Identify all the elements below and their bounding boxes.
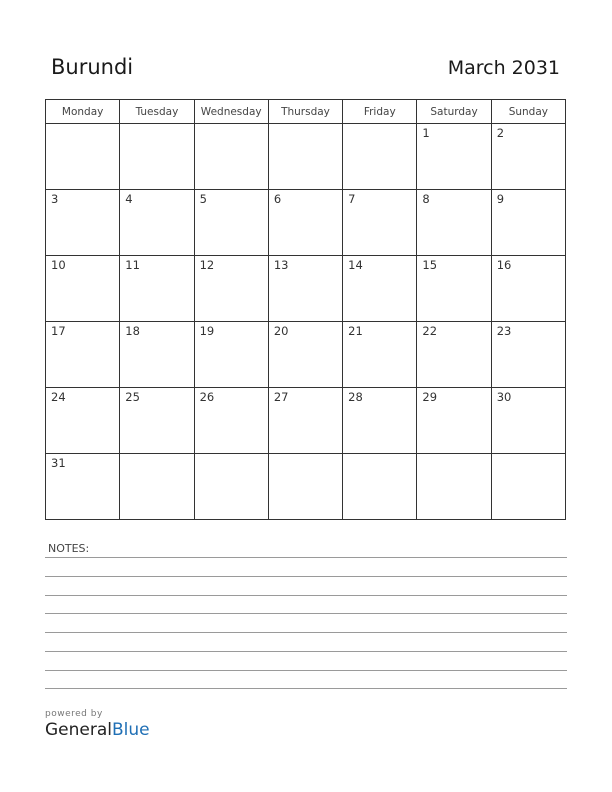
day-number: 27 xyxy=(273,390,289,404)
calendar-body xyxy=(46,124,566,520)
day-number: 2 xyxy=(496,126,505,140)
notes-line xyxy=(45,557,567,558)
day-number: 4 xyxy=(125,192,133,206)
notes-line xyxy=(45,595,567,596)
calendar-day-cell[interactable] xyxy=(343,124,417,190)
calendar-day-cell[interactable] xyxy=(491,454,565,520)
day-number: 11 xyxy=(125,258,140,272)
day-number: 1 xyxy=(422,126,430,140)
day-number xyxy=(46,124,119,126)
weekday-friday: Friday xyxy=(343,100,417,124)
country-title: Burundi xyxy=(51,55,134,79)
day-number: 26 xyxy=(199,390,215,404)
calendar-day-cell[interactable] xyxy=(343,256,417,322)
weekday-tuesday: Tuesday xyxy=(120,100,194,124)
day-number xyxy=(417,454,490,456)
calendar-day-cell[interactable] xyxy=(120,256,194,322)
month-year-title: March 2031 xyxy=(447,57,560,79)
calendar-day-cell[interactable] xyxy=(46,322,120,388)
day-number xyxy=(492,454,565,456)
notes-line xyxy=(45,576,567,577)
calendar-day-cell[interactable] xyxy=(120,322,194,388)
calendar-week-row xyxy=(46,322,566,388)
day-number xyxy=(195,454,268,456)
notes-line xyxy=(45,670,567,671)
notes-line xyxy=(45,613,567,614)
day-number: 13 xyxy=(273,258,289,272)
calendar-day-cell[interactable] xyxy=(491,388,565,454)
day-number: 29 xyxy=(422,390,438,404)
day-number: 17 xyxy=(51,324,66,338)
weekday-wednesday: Wednesday xyxy=(194,100,268,124)
day-number: 23 xyxy=(496,324,512,338)
notes-label: NOTES: xyxy=(48,542,90,555)
calendar-day-cell[interactable] xyxy=(120,190,194,256)
weekday-saturday: Saturday xyxy=(417,100,491,124)
calendar-day-cell[interactable] xyxy=(46,124,120,190)
calendar-day-cell[interactable] xyxy=(46,190,120,256)
calendar-day-cell[interactable] xyxy=(343,388,417,454)
brand-name-blue: Blue xyxy=(112,720,150,740)
calendar-day-cell[interactable] xyxy=(491,322,565,388)
day-number: 22 xyxy=(422,324,438,338)
calendar-week-row xyxy=(46,256,566,322)
day-number: 28 xyxy=(348,390,363,404)
notes-line xyxy=(45,632,567,633)
powered-by-text: powered by xyxy=(45,709,103,719)
calendar-day-cell[interactable] xyxy=(417,190,491,256)
calendar-day-cell[interactable] xyxy=(194,124,268,190)
day-number: 16 xyxy=(496,258,512,272)
notes-line xyxy=(45,651,567,652)
calendar-day-cell[interactable] xyxy=(343,190,417,256)
calendar-day-cell[interactable] xyxy=(417,388,491,454)
day-number: 6 xyxy=(273,192,282,206)
calendar-day-cell[interactable] xyxy=(491,190,565,256)
brand-logo[interactable] xyxy=(45,709,150,740)
day-number: 24 xyxy=(51,390,66,404)
day-number: 31 xyxy=(51,456,66,470)
day-number: 12 xyxy=(199,258,215,272)
brand-name-general: General xyxy=(45,720,112,740)
day-number xyxy=(120,454,193,456)
calendar-day-cell[interactable] xyxy=(343,454,417,520)
calendar-day-cell[interactable] xyxy=(268,190,342,256)
day-number: 7 xyxy=(348,192,356,206)
calendar-week-row xyxy=(46,124,566,190)
day-number: 20 xyxy=(273,324,289,338)
day-number: 10 xyxy=(51,258,66,272)
day-number: 19 xyxy=(199,324,215,338)
day-number: 3 xyxy=(51,192,59,206)
day-number: 30 xyxy=(496,390,512,404)
weekday-thursday: Thursday xyxy=(268,100,342,124)
weekday-monday: Monday xyxy=(46,100,120,124)
calendar-day-cell[interactable] xyxy=(120,388,194,454)
calendar-day-cell[interactable] xyxy=(46,256,120,322)
calendar-grid xyxy=(45,99,566,520)
calendar-day-cell[interactable] xyxy=(417,322,491,388)
calendar-day-cell[interactable] xyxy=(343,322,417,388)
calendar-day-cell[interactable] xyxy=(268,124,342,190)
day-number xyxy=(269,124,342,126)
calendar-day-cell[interactable] xyxy=(46,388,120,454)
day-number xyxy=(120,124,193,126)
calendar-week-row xyxy=(46,190,566,256)
day-number: 15 xyxy=(422,258,438,272)
day-number: 5 xyxy=(199,192,207,206)
day-number xyxy=(343,124,416,126)
calendar-day-cell[interactable] xyxy=(417,454,491,520)
day-number: 14 xyxy=(348,258,363,272)
day-number: 9 xyxy=(496,192,505,206)
calendar-day-cell[interactable] xyxy=(194,388,268,454)
day-number xyxy=(195,124,268,126)
calendar-day-cell[interactable] xyxy=(120,454,194,520)
calendar-week-row xyxy=(46,388,566,454)
calendar-day-cell[interactable] xyxy=(194,256,268,322)
calendar-day-cell[interactable] xyxy=(194,190,268,256)
calendar-day-cell[interactable] xyxy=(46,454,120,520)
calendar-day-cell[interactable] xyxy=(417,256,491,322)
day-number: 8 xyxy=(422,192,430,206)
day-number: 21 xyxy=(348,324,363,338)
day-number: 25 xyxy=(125,390,140,404)
calendar-day-cell[interactable] xyxy=(491,256,565,322)
calendar-day-cell[interactable] xyxy=(268,454,342,520)
calendar-week-row xyxy=(46,454,566,520)
calendar-day-cell[interactable] xyxy=(268,256,342,322)
calendar-day-cell[interactable] xyxy=(194,322,268,388)
day-number xyxy=(343,454,416,456)
calendar-day-cell[interactable] xyxy=(268,322,342,388)
brand-name xyxy=(45,720,150,740)
calendar-day-cell[interactable] xyxy=(491,124,565,190)
notes-line xyxy=(45,688,567,689)
calendar-day-cell[interactable] xyxy=(194,454,268,520)
weekday-sunday: Sunday xyxy=(491,100,565,124)
calendar-day-cell[interactable] xyxy=(417,124,491,190)
calendar-day-cell[interactable] xyxy=(268,388,342,454)
day-number: 18 xyxy=(125,324,140,338)
weekday-header-row xyxy=(46,100,566,124)
calendar-day-cell[interactable] xyxy=(120,124,194,190)
day-number xyxy=(269,454,342,456)
